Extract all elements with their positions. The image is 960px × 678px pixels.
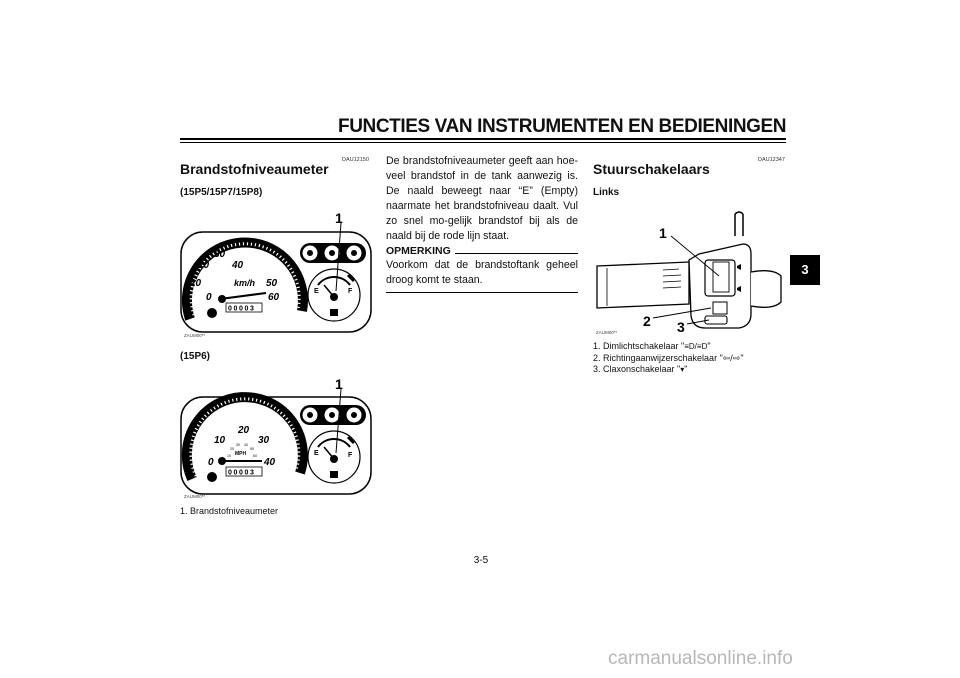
inner-tick-label: 30	[236, 443, 240, 447]
fuel-empty-mark: E	[314, 288, 319, 295]
odometer: 00003	[228, 305, 256, 313]
tick-label: 30	[214, 249, 226, 260]
note-title: OPMERKING	[386, 245, 451, 257]
instrument-cluster-mph-illustration	[180, 375, 372, 501]
inner-tick-label: 40	[244, 443, 248, 447]
caption-text: 2. Richtingaanwijzerschakelaar "	[593, 352, 723, 363]
instrument-cluster-kmh-illustration	[180, 213, 372, 341]
caption-quote: "	[684, 364, 688, 374]
speed-unit: MPH	[235, 451, 247, 457]
tick-label: 30	[258, 435, 270, 446]
page-header-title: FUNCTIES VAN INSTRUMENTEN EN BEDIENINGEN	[338, 116, 787, 137]
tick-label: 20	[198, 260, 210, 271]
caption-horn-switch	[593, 364, 744, 376]
section-code: DAU12150	[342, 157, 369, 163]
callout-2: 2	[643, 313, 651, 329]
speed-unit: km/h	[234, 278, 256, 288]
caption-turn-signal-switch	[593, 353, 744, 365]
fuel-full-mark: F	[348, 288, 353, 295]
callout-number: 1	[335, 213, 343, 226]
callout-1: 1	[659, 225, 667, 241]
callout-3: 3	[677, 319, 685, 335]
note-box	[386, 245, 578, 293]
tick-label: 60	[268, 292, 280, 303]
header-rule-thin	[180, 142, 786, 143]
chapter-tab: 3	[790, 255, 820, 285]
fuel-full-mark: F	[348, 452, 353, 459]
figure-code: ZAUM00**	[184, 333, 206, 338]
high-low-beam-icon: ≡D/≡D	[684, 342, 708, 351]
inner-tick-label: 60	[253, 454, 257, 458]
note-rule-top	[455, 253, 578, 254]
caption-dimmer-switch	[593, 341, 744, 353]
note-rule-bottom	[386, 292, 578, 293]
subsection-label-left: Links	[593, 187, 620, 198]
site-watermark: carmanualsonline.info	[608, 648, 793, 669]
tick-label: 0	[208, 457, 214, 468]
horn-icon: ▾	[680, 365, 685, 374]
odometer: 00003	[228, 469, 256, 477]
tick-label: 50	[266, 278, 278, 289]
section-title-switches: Stuurschakelaars	[593, 161, 710, 177]
switch-caption-list	[593, 341, 744, 376]
header-rule	[180, 138, 786, 140]
callout-number: 1	[335, 376, 343, 392]
section-code: DAU12347	[758, 157, 785, 163]
caption-text: 1. Dimlichtschakelaar "	[593, 341, 685, 351]
variant-label-b: (15P6)	[180, 351, 211, 362]
figure-code: ZAUM00**	[184, 494, 206, 499]
figure-caption: 1. Brandstofniveaumeter	[180, 506, 279, 516]
note-text: Voorkom dat de brandstoftank geheel droog komt te staan.	[386, 259, 578, 286]
tick-label: 40	[264, 457, 276, 468]
tick-label: 0	[206, 292, 212, 303]
page-number: 3-5	[473, 555, 489, 566]
variant-label-a: (15P5/15P7/15P8)	[180, 187, 263, 198]
tick-label: 10	[190, 278, 202, 289]
handlebar-switch-illustration	[593, 210, 785, 338]
caption-quote: "	[740, 352, 744, 363]
body-paragraph-fuel: De brandstofniveaumeter geeft aan hoe-veel brandstof in de tank aanwezig is. De naald beweegt naar “E” (Empty) naarmate het brandstofniveau daalt. Vul zo snel mo-gelijk brandstof bij als de naald bij de rode lijn staat.	[386, 155, 578, 242]
tick-label: 10	[214, 435, 226, 446]
fuel-empty-mark: E	[314, 450, 319, 457]
turn-signal-arrows-icon: ⇦/⇨	[722, 352, 741, 363]
inner-tick-label: 10	[227, 454, 231, 458]
figure-code: ZAUM00**	[596, 330, 618, 335]
tick-label: 40	[232, 260, 244, 271]
tick-label: 20	[238, 425, 250, 436]
caption-quote: "	[707, 341, 711, 351]
section-title-fuel: Brandstofniveaumeter	[180, 161, 329, 177]
caption-text: 3. Claxonschakelaar "	[593, 364, 681, 374]
inner-tick-label: 50	[250, 447, 254, 451]
inner-tick-label: 20	[230, 447, 234, 451]
